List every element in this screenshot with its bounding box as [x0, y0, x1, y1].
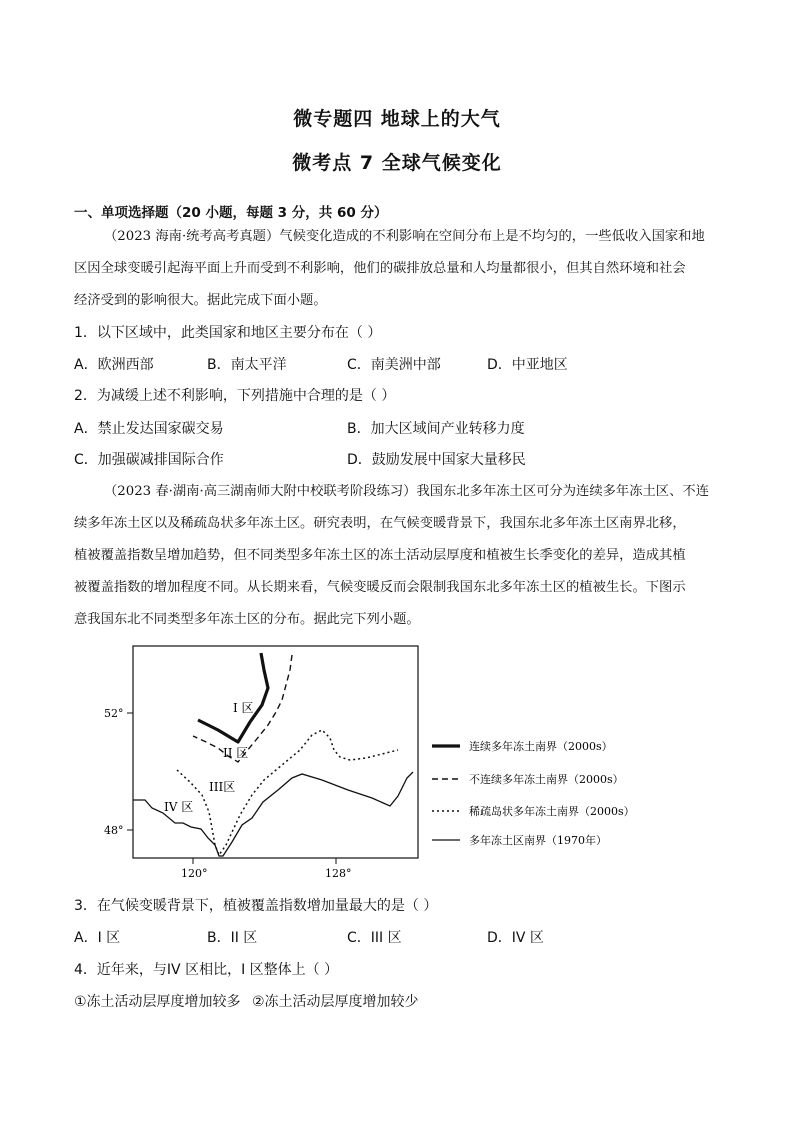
boundary-1970-line [133, 772, 413, 856]
lon-label: 128° [325, 867, 352, 880]
option-c[interactable]: C．加强碳减排国际合作 [74, 452, 224, 468]
zone-label-i: I 区 [233, 701, 254, 715]
option-a[interactable]: A．欧洲西部 [74, 357, 154, 373]
question-stem: 4．近年来，与IV 区相比，I 区整体上（ ） [74, 962, 339, 978]
option-1[interactable]: ①冻土活动层厚度增加较多 [74, 994, 241, 1010]
doc-subtitle: 微考点 7 全球气候变化 [292, 152, 502, 174]
lon-label: 120° [181, 867, 208, 880]
passage-line: 植被覆盖指数呈增加趋势，但不同类型多年冻土区的冻土活动层厚度和植被生长季变化的差异，造成其植 [74, 548, 686, 563]
passage-line: 意我国东北不同类型多年冻土区的分布。据此完下列小题。 [74, 612, 420, 627]
passage-line: 续多年冻土区以及稀疏岛状多年冻土区。研究表明，在气候变暖背景下，我国东北多年冻土区南界北移， [74, 516, 686, 531]
doc-title: 微专题四 地球上的大气 [293, 108, 501, 130]
passage-line: （2023 春·湖南·高三湖南师大附中校联考阶段练习）我国东北多年冻土区可分为连续多年冻土区、不连 [104, 484, 709, 499]
legend-label: 稀疏岛状多年冻土南界（2000s） [469, 805, 635, 818]
map-frame [133, 646, 418, 858]
question-stem: 3．在气候变暖背景下，植被覆盖指数增加量最大的是（ ） [74, 898, 438, 914]
zone-label-iii: III区 [209, 780, 236, 794]
legend-label: 多年冻土区南界（1970年） [469, 834, 607, 847]
option-2[interactable]: ②冻土活动层厚度增加较少 [252, 994, 419, 1010]
option-d[interactable]: D．中亚地区 [487, 357, 568, 373]
lat-label: 52° [104, 707, 124, 720]
passage-line: 区因全球变暖引起海平面上升而受到不利影响，他们的碳排放总量和人均量都很小，但其自然环境和社会 [74, 261, 686, 276]
passage-line: 被覆盖指数的增加程度不同。从长期来看，气候变暖反而会限制我国东北多年冻土区的植被生长。下图示 [74, 580, 686, 595]
lat-label: 48° [104, 824, 124, 837]
option-b[interactable]: B．II 区 [207, 930, 258, 946]
option-b[interactable]: B．加大区域间产业转移力度 [347, 421, 525, 437]
continuous-boundary-line [198, 653, 268, 742]
option-a[interactable]: A．I 区 [74, 930, 121, 946]
option-c[interactable]: C．南美洲中部 [347, 357, 441, 373]
legend-label: 不连续多年冻土南界（2000s） [469, 773, 624, 786]
option-b[interactable]: B．南太平洋 [207, 357, 287, 373]
option-a[interactable]: A．禁止发达国家碳交易 [74, 421, 224, 437]
question-stem: 2．为减缓上述不利影响，下列措施中合理的是（ ） [74, 388, 396, 404]
passage-line: 经济受到的影响很大。据此完成下面小题。 [74, 293, 327, 308]
option-d[interactable]: D．鼓励发展中国家大量移民 [347, 452, 526, 468]
passage-line: （2023 海南·统考高考真题）气候变化造成的不利影响在空间分布上是不均匀的，一些低收入国家和地 [104, 229, 705, 244]
map-legend [432, 739, 635, 847]
legend-label: 连续多年冻土南界（2000s） [469, 740, 613, 753]
option-d[interactable]: D．IV 区 [487, 930, 544, 946]
option-c[interactable]: C．III 区 [347, 930, 402, 946]
zone-label-iv: IV 区 [164, 800, 194, 814]
question-stem: 1．以下区域中，此类国家和地区主要分布在（ ） [74, 325, 382, 341]
zone-label-ii: II 区 [223, 746, 249, 760]
section-heading: 一、单项选择题（20 小题，每题 3 分，共 60 分） [74, 205, 388, 221]
